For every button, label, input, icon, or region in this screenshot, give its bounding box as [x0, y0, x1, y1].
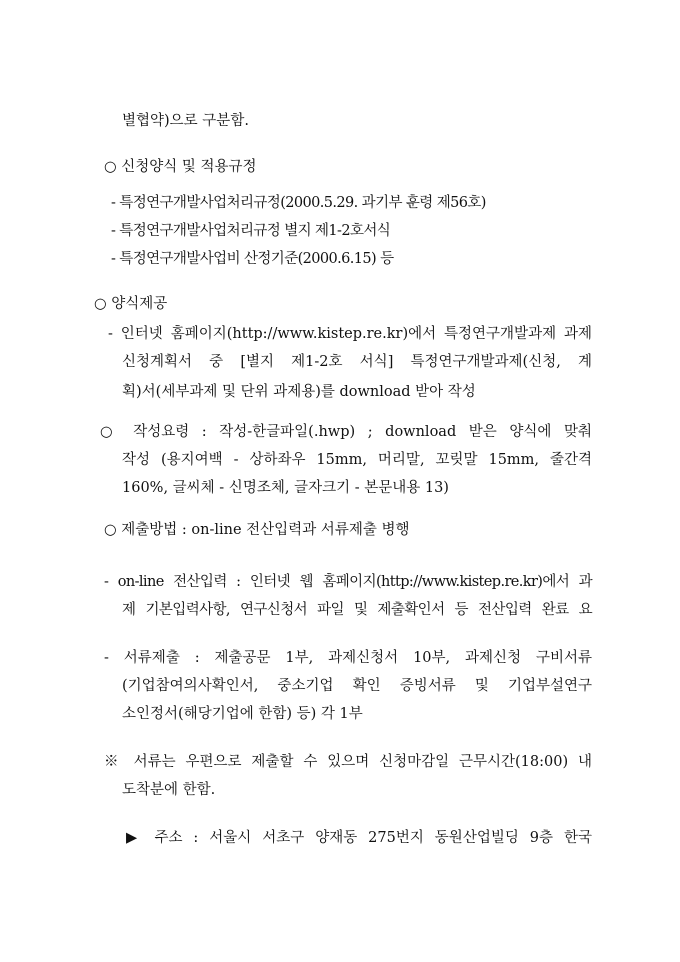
form-item-2: - 특정연구개발사업처리규정 별지 제1-2호서식 [111, 223, 391, 239]
paper-submit-line-3: 소인정서(해당기업에 한함) 등) 각 1부 [122, 706, 363, 722]
section-title-form: ○ 신청양식 및 적용규정 [104, 159, 257, 175]
form-item-1: - 특정연구개발사업처리규정(2000.5.29. 과기부 훈령 제56호) [111, 195, 486, 211]
writing-guide-line-3: 160%, 글씨체 - 신명조체, 글자크기 - 본문내용 13) [122, 480, 449, 496]
writing-guide-line-1: ○ 작성요령 : 작성-한글파일(.hwp) ; download 받은 양식에 맞춰 [100, 424, 592, 440]
paper-submit-line-1: - 서류제출 : 제출공문 1부, 과제신청서 10부, 과제신청 구비서류 [104, 650, 592, 666]
provide-line-3: 획)서(세부과제 및 단위 과제용)를 download 받아 작성 [122, 384, 476, 400]
provide-line-1: - 인터넷 홈페이지(http://www.kistep.re.kr)에서 특정연구개발과제 과제 [108, 326, 592, 342]
paper-submit-line-2: (기업참여의사확인서, 중소기업 확인 증빙서류 및 기업부설연구 [122, 678, 592, 694]
continuation-text: 별협약)으로 구분함. [122, 113, 249, 129]
address-line: ▶ 주소 : 서울시 서초구 양재동 275번지 동원산업빌딩 9층 한국 [126, 830, 592, 846]
writing-guide-line-2: 작성 (용지여백 - 상하좌우 15mm, 머리말, 꼬릿말 15mm, 줄간격 [122, 452, 592, 468]
section-title-provide: ○ 양식제공 [94, 296, 168, 312]
note-line-2: 도착분에 한함. [122, 782, 216, 798]
provide-line-2: 신청계획서 중 [별지 제1-2호 서식] 특정연구개발과제(신청, 계 [122, 354, 592, 370]
note-line-1: ※ 서류는 우편으로 제출할 수 있으며 신청마감일 근무시간(18:00) 내 [104, 754, 592, 770]
submit-method-title: ○ 제출방법 : on-line 전산입력과 서류제출 병행 [104, 522, 410, 538]
online-line-2: 제 기본입력사항, 연구신청서 파일 및 제출확인서 등 전산입력 완료 요 [122, 602, 592, 618]
online-line-1: - on-line 전산입력 : 인터넷 웹 홈페이지(http://www.kistep.re.kr)에서 과 [104, 574, 592, 590]
form-item-3: - 특정연구개발사업비 산정기준(2000.6.15) 등 [111, 251, 394, 267]
